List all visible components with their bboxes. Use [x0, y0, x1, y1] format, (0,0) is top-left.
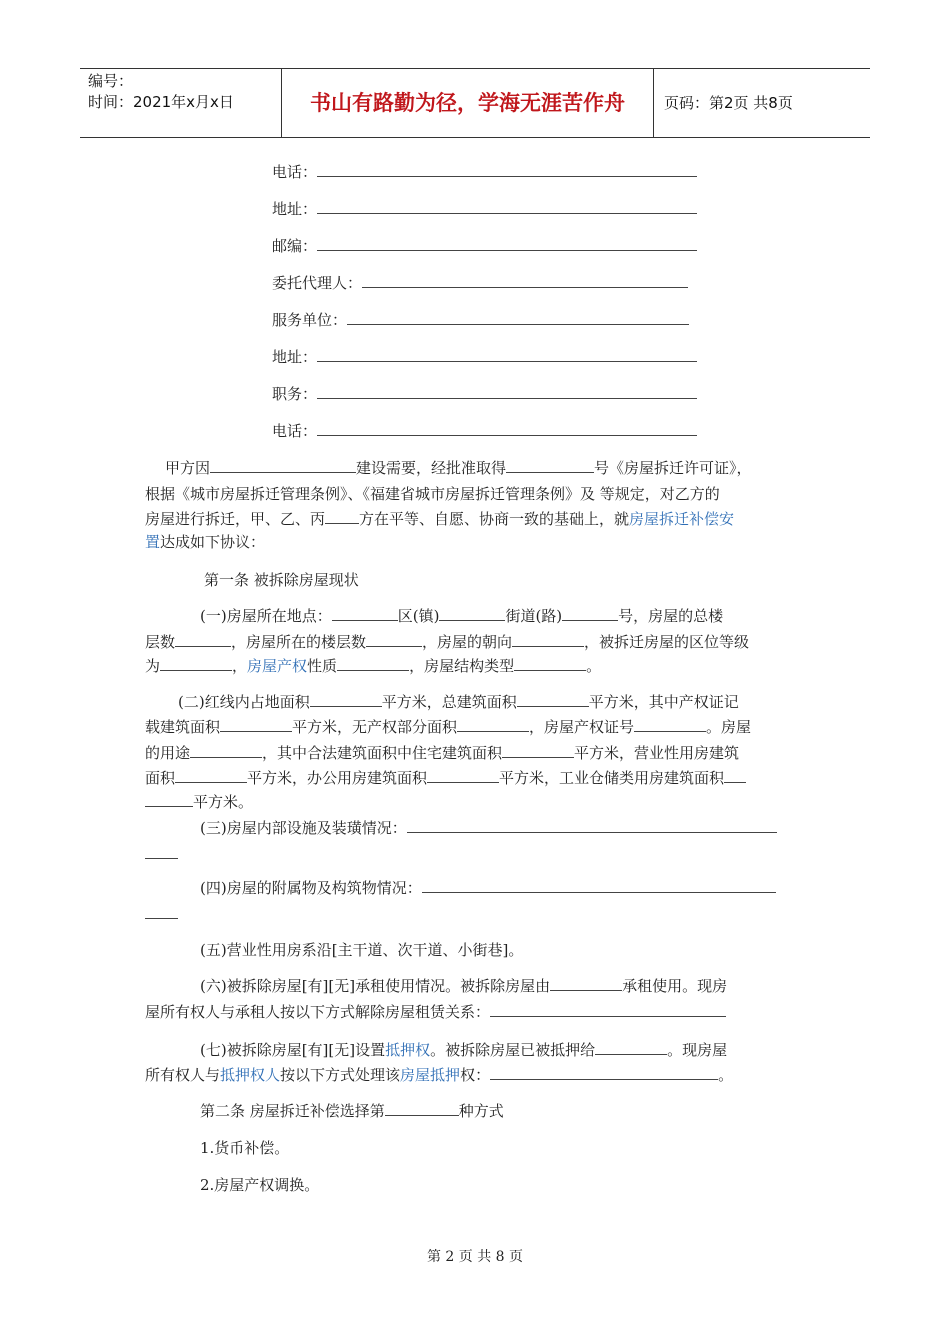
time-label: 时间：2021年x月x日 [88, 93, 234, 111]
field-position: 职务： [272, 384, 697, 404]
header-motto: 书山有路勤为径，学海无涯苦作舟 [282, 69, 654, 137]
item-6-line-2: 屋所有权人与承租人按以下方式解除房屋租赁关系： [145, 1002, 726, 1022]
field-blank [317, 199, 697, 214]
field-address-2: 地址： [272, 347, 697, 367]
intro-line-2: 根据《城市房屋拆迁管理条例》、《福建省城市房屋拆迁管理条例》及 等规定，对乙方的 [145, 485, 720, 503]
intro-line-4: 置达成如下协议： [145, 533, 266, 551]
item-6-line-1: (六)被拆除房屋[有][无]承租使用情况。被拆除房屋由 承租使用。现房 [200, 977, 728, 995]
item-3: (三)房屋内部设施及装璜情况： [200, 818, 777, 838]
field-address: 地址： [272, 199, 697, 219]
link-compensation[interactable]: 房屋拆迁补偿安 [629, 510, 735, 528]
number-label: 编号： [88, 72, 134, 90]
header-page-number: 页码：第2页 共8页 [664, 94, 793, 112]
item-1-line-2: 层数 ，房屋所在的楼层数 ，房屋的朝向 ，被拆迁房屋的区位等级 [145, 633, 750, 651]
intro-line-3: 房屋进行拆迁，甲、乙、丙 方在平等、自愿、协商一致的基础上，就房屋拆迁补偿安 [145, 510, 735, 528]
item-1-line-3: 为 ，房屋产权性质 ，房屋结构类型 。 [145, 657, 602, 675]
article-1-title: 第一条 被拆除房屋现状 [204, 571, 359, 589]
field-blank [317, 384, 697, 399]
field-blank [317, 162, 697, 177]
link-compensation-2[interactable]: 置 [145, 533, 161, 551]
header-meta [80, 69, 282, 137]
item-2-line-1: (二)红线内占地面积 平方米，总建筑面积 平方米，其中产权证记 [178, 693, 739, 711]
item-7-line-1: (七)被拆除房屋[有][无]设置抵押权。被拆除房屋已被抵押给 。现房屋 [200, 1041, 728, 1059]
item-5: (五)营业性用房系沿[主干道、次干道、小街巷]。 [200, 941, 524, 959]
field-blank [362, 273, 688, 288]
item-2-line-3: 的用途 ，其中合法建筑面积中住宅建筑面积 平方米，营业性用房建筑 [145, 744, 740, 762]
item-4-cont [145, 904, 178, 924]
page-footer: 第 2 页 共 8 页 [426, 1249, 524, 1265]
field-blank [317, 347, 697, 362]
field-blank [347, 310, 689, 325]
link-mortgagee[interactable]: 抵押权人 [220, 1066, 281, 1084]
field-phone: 电话： [272, 162, 697, 182]
item-2-line-4: 面积 平方米，办公用房建筑面积 平方米，工业仓储类用房建筑面积 [145, 768, 746, 788]
field-agent: 委托代理人： [272, 273, 688, 293]
link-house-mortgage[interactable]: 房屋抵押 [400, 1066, 461, 1084]
article-2-title: 第二条 房屋拆迁补偿选择第 种方式 [200, 1102, 504, 1120]
item-4: (四)房屋的附属物及构筑物情况： [200, 878, 776, 898]
field-postcode: 邮编： [272, 236, 697, 256]
item-1-line-1: (一)房屋所在地点： 区(镇) 街道(路) 号，房屋的总楼 [200, 607, 724, 625]
link-property-right[interactable]: 房屋产权 [247, 657, 308, 675]
option-1: 1.货币补偿。 [200, 1139, 290, 1157]
intro-line-1: 甲方因 建设需要，经批准取得 号《房屋拆迁许可证》， [165, 459, 752, 477]
field-blank [317, 236, 697, 251]
link-mortgage-right[interactable]: 抵押权 [385, 1041, 431, 1059]
field-phone-2: 电话： [272, 421, 697, 441]
item-2-line-2: 载建筑面积 平方米，无产权部分面积 ，房屋产权证号 。房屋 [145, 718, 752, 736]
item-2-line-5: 平方米。 [145, 792, 253, 812]
item-7-line-2: 所有权人与抵押权人按以下方式处理该房屋抵押权： 。 [145, 1066, 734, 1084]
field-blank [317, 421, 697, 436]
field-service-unit: 服务单位： [272, 310, 689, 330]
option-2: 2.房屋产权调换。 [200, 1176, 320, 1194]
item-3-cont [145, 844, 178, 864]
page-header [80, 68, 870, 138]
